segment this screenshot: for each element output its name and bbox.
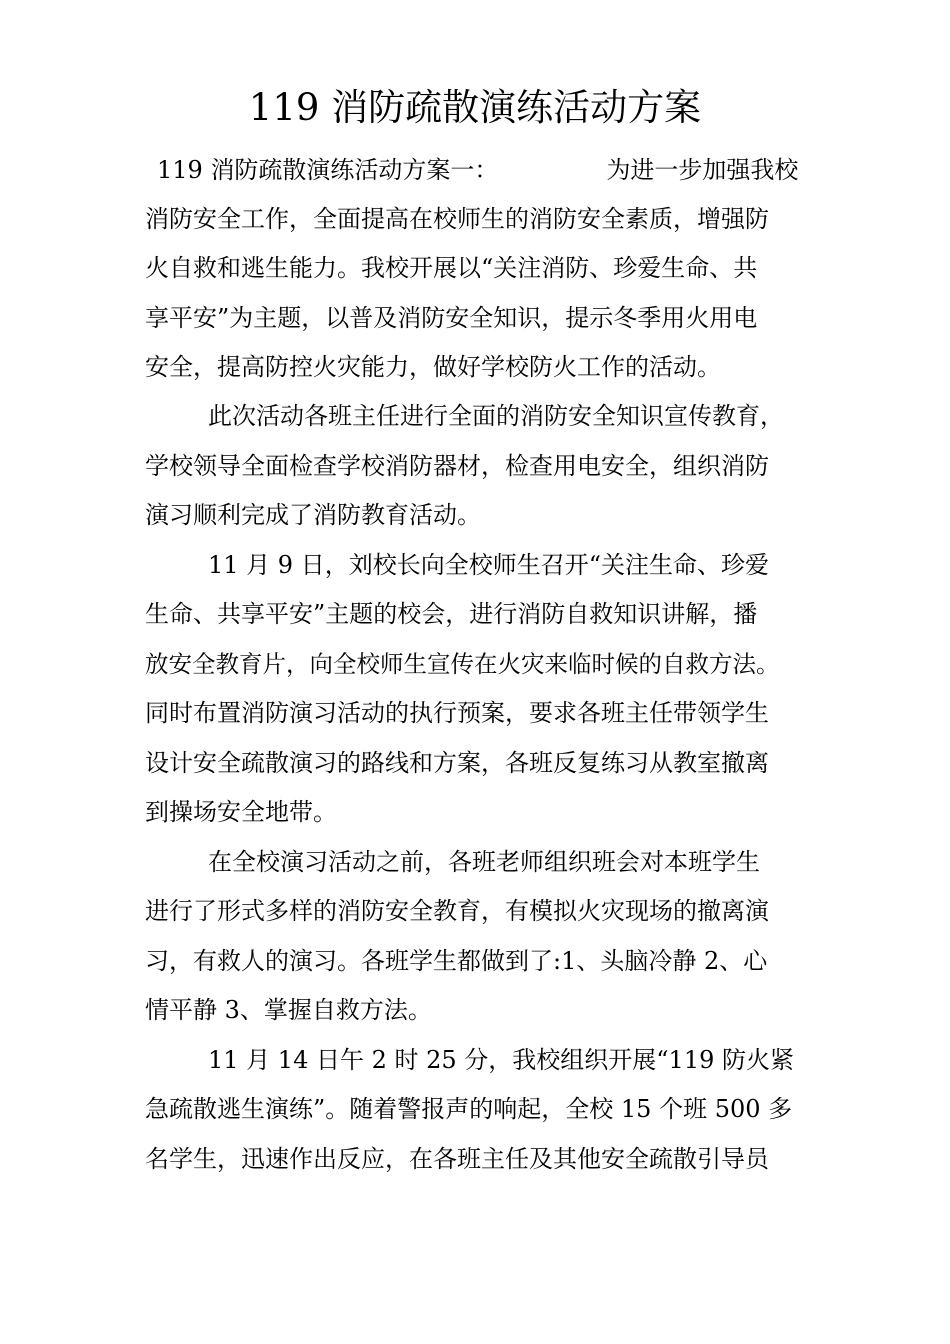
paragraph-line: 放安全教育片，向全校师生宣传在火灾来临时候的自救方法。 xyxy=(145,650,780,678)
paragraph-line: 此次活动各班主任进行全面的消防安全知识宣传教育， xyxy=(208,402,784,430)
paragraph-line: 消防安全工作，全面提高在校师生的消防安全素质，增强防 xyxy=(145,205,769,233)
paragraph-line: 11 月 9 日，刘校长向全校师生召开“关注生命、珍爱 xyxy=(208,551,769,579)
paragraph-line: 学校领导全面检查学校消防器材，检查用电安全，组织消防 xyxy=(145,452,769,480)
paragraph-line: 进行了形式多样的消防安全教育，有模拟火灾现场的撤离演 xyxy=(145,897,769,925)
paragraph-line: 急疏散逃生演练”。随着警报声的响起，全校 15 个班 500 多 xyxy=(145,1095,793,1123)
paragraph-line: 习，有救人的演习。各班学生都做到了:1、头脑冷静 2、心 xyxy=(145,947,768,975)
intro-continuation: 为进一步加强我校 xyxy=(606,156,799,184)
paragraph-line: 名学生，迅速作出反应，在各班主任及其他安全疏散引导员 xyxy=(145,1145,769,1173)
intro-label: 119 消防疏散演练活动方案一： xyxy=(157,156,499,184)
paragraph-line: 享平安”为主题，以普及消防安全知识，提示冬季用火用电 xyxy=(145,304,758,332)
paragraph-line: 情平静 3、掌握自救方法。 xyxy=(145,996,432,1024)
paragraph-line: 同时布置消防演习活动的执行预案，要求各班主任带领学生 xyxy=(145,699,769,727)
paragraph-line: 演习顺利完成了消防教育活动。 xyxy=(145,501,481,529)
paragraph-line: 火自救和逃生能力。我校开展以“关注消防、珍爱生命、共 xyxy=(145,254,758,282)
document-title: 119 消防疏散演练活动方案 xyxy=(248,86,702,129)
paragraph-line: 在全校演习活动之前，各班老师组织班会对本班学生 xyxy=(208,848,760,876)
paragraph-line: 生命、共享平安”主题的校会，进行消防自救知识讲解，播 xyxy=(145,600,758,628)
paragraph-line: 到操场安全地带。 xyxy=(145,798,337,826)
paragraph-line: 11 月 14 日午 2 时 25 分，我校组织开展“119 防火紧 xyxy=(208,1046,794,1074)
paragraph-line-intro xyxy=(157,154,807,186)
paragraph-line: 安全，提高防控火灾能力，做好学校防火工作的活动。 xyxy=(145,353,721,381)
paragraph-line: 设计安全疏散演习的路线和方案，各班反复练习从教室撤离 xyxy=(145,749,769,777)
